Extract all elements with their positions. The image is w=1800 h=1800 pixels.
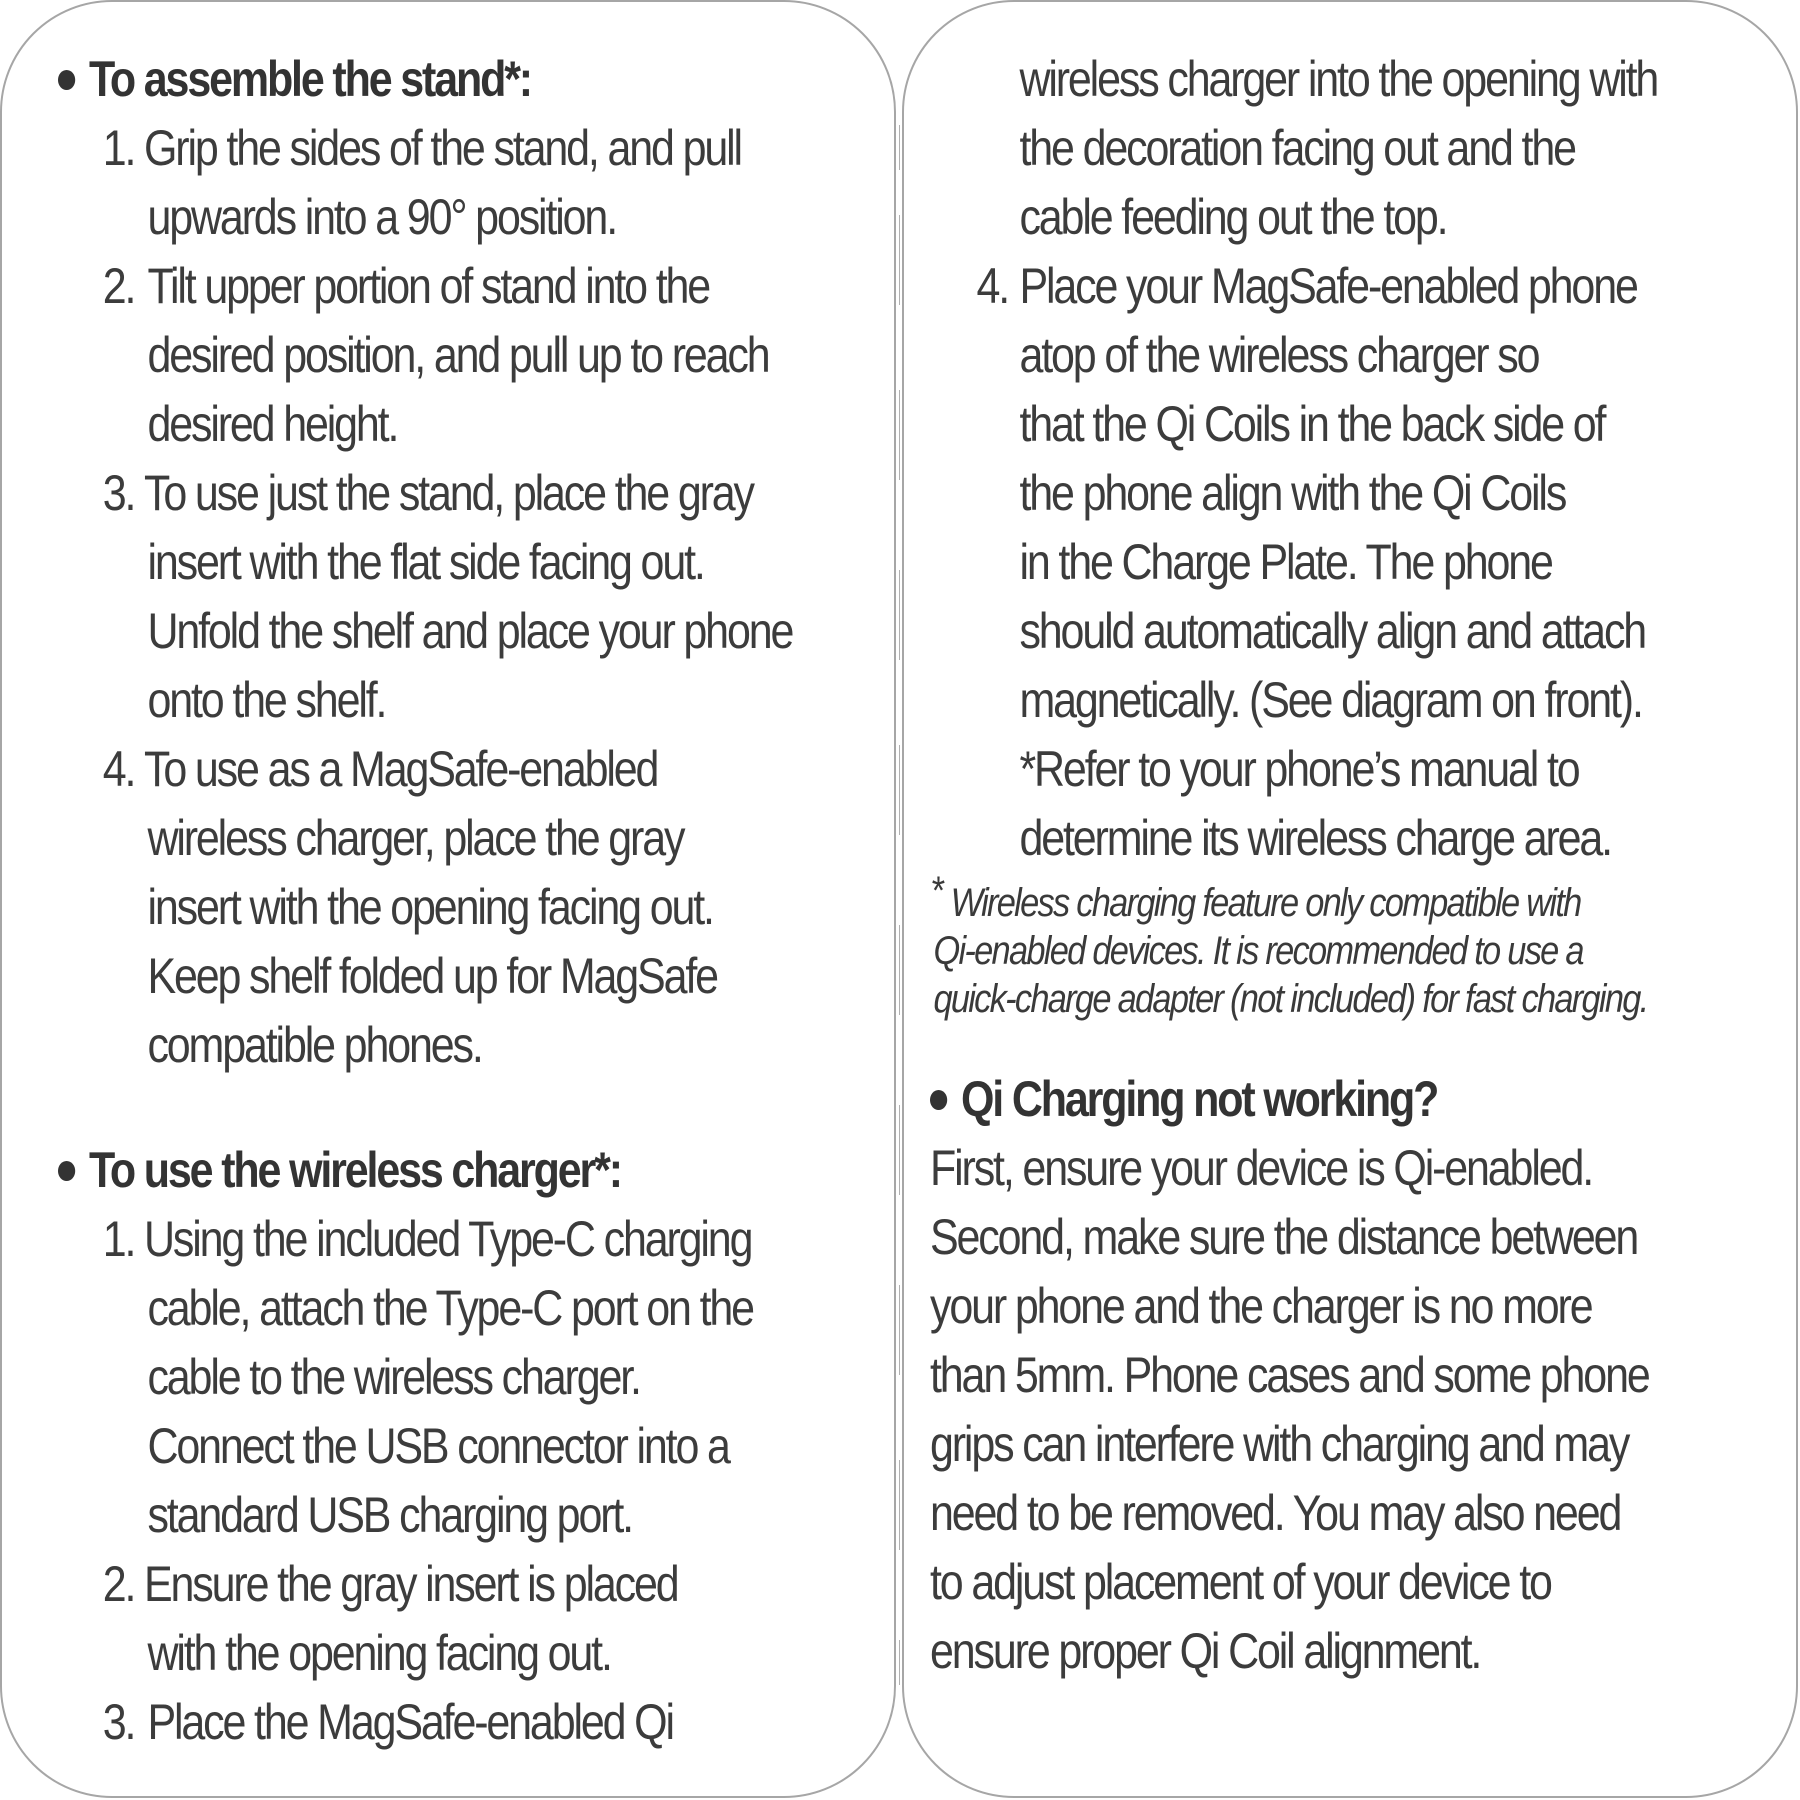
wireless-step-3 bbox=[103, 1688, 772, 1757]
note-asterisk: * bbox=[931, 869, 944, 913]
divider-segment bbox=[899, 1285, 900, 1375]
step-line: in the Charge Plate. The phone bbox=[1019, 534, 1552, 590]
note-line: Qi-enabled devices. It is recommended to use a bbox=[933, 929, 1583, 973]
wireless-heading bbox=[58, 1136, 772, 1205]
assemble-heading-text: To assemble the stand*: bbox=[88, 51, 531, 107]
right-column bbox=[930, 45, 1780, 1686]
assemble-step-3 bbox=[102, 459, 793, 735]
wireless-continued bbox=[930, 45, 1661, 252]
divider-segment bbox=[899, 125, 900, 170]
step-line: desired height. bbox=[147, 396, 398, 452]
divider-segment bbox=[899, 390, 900, 480]
assemble-step-1 bbox=[103, 114, 772, 252]
wireless-step-1 bbox=[103, 1205, 772, 1550]
step-line: that the Qi Coils in the back side of bbox=[1019, 396, 1605, 452]
step-line: Place your MagSafe-enabled phone bbox=[1019, 258, 1637, 314]
assemble-step-4 bbox=[103, 735, 772, 1080]
step-line: wireless charger, place the gray bbox=[147, 810, 684, 866]
step-number: 3. bbox=[102, 465, 135, 521]
step-line: with the opening facing out. bbox=[147, 1625, 611, 1681]
bullet-icon bbox=[58, 1161, 75, 1181]
step-number: 4. bbox=[976, 258, 1009, 314]
step-line: insert with the opening facing out. bbox=[147, 879, 713, 935]
step-number: 2. bbox=[102, 258, 135, 314]
note-line: Wireless charging feature only compatible with bbox=[950, 881, 1581, 925]
step-line: atop of the wireless charger so bbox=[1019, 327, 1539, 383]
assemble-section bbox=[58, 45, 793, 1757]
qi-line: Second, make sure the distance between bbox=[930, 1209, 1638, 1265]
note-line: quick-charge adapter (not included) for fast charging. bbox=[933, 977, 1648, 1021]
step-line: Using the included Type-C charging bbox=[144, 1211, 752, 1267]
step-line: Ensure the gray insert is placed bbox=[144, 1556, 678, 1612]
step-line: onto the shelf. bbox=[147, 672, 386, 728]
step-line: *Refer to your phone’s manual to bbox=[1019, 741, 1579, 797]
assemble-step-2 bbox=[103, 252, 772, 459]
qi-line: to adjust placement of your device to bbox=[930, 1554, 1551, 1610]
left-column bbox=[58, 45, 888, 1757]
step-line: cable to the wireless charger. bbox=[147, 1349, 640, 1405]
qi-line: grips can interfere with charging and may bbox=[930, 1416, 1629, 1472]
divider-segment bbox=[899, 1460, 900, 1550]
compatibility-note bbox=[930, 869, 1661, 1023]
step-line: desired position, and pull up to reach bbox=[147, 327, 769, 383]
step-line: determine its wireless charge area. bbox=[1019, 810, 1611, 866]
step-line: Connect the USB connector into a bbox=[147, 1418, 729, 1474]
qi-line: ensure proper Qi Coil alignment. bbox=[930, 1623, 1481, 1679]
step-line: Place the MagSafe-enabled Qi bbox=[147, 1694, 673, 1750]
qi-line: need to be removed. You may also need bbox=[930, 1485, 1621, 1541]
step-line: Keep shelf folded up for MagSafe bbox=[147, 948, 717, 1004]
bullet-icon bbox=[930, 1090, 947, 1110]
step-line: To use just the stand, place the gray bbox=[144, 465, 753, 521]
qi-line: than 5mm. Phone cases and some phone bbox=[930, 1347, 1649, 1403]
qi-line: your phone and the charger is no more bbox=[930, 1278, 1592, 1334]
qi-section bbox=[930, 1065, 1661, 1686]
divider-segment bbox=[899, 1105, 900, 1195]
divider-segment bbox=[899, 925, 900, 1015]
wireless-heading-text: To use the wireless charger*: bbox=[88, 1142, 621, 1198]
step-number: 2. bbox=[102, 1556, 135, 1612]
step-line: should automatically align and attach bbox=[1019, 603, 1646, 659]
step-line: the decoration facing out and the bbox=[1019, 120, 1575, 176]
qi-heading-text: Qi Charging not working? bbox=[960, 1071, 1438, 1127]
assemble-heading bbox=[58, 45, 772, 114]
step-line: cable feeding out the top. bbox=[1019, 189, 1447, 245]
step-line: wireless charger into the opening with bbox=[1019, 51, 1658, 107]
step-line: Unfold the shelf and place your phone bbox=[147, 603, 793, 659]
wireless-steps bbox=[58, 1205, 772, 1757]
step-number: 3. bbox=[102, 1694, 135, 1750]
step-number: 1. bbox=[102, 1211, 135, 1267]
qi-line: First, ensure your device is Qi-enabled. bbox=[930, 1140, 1593, 1196]
divider-segment bbox=[899, 570, 900, 660]
divider-segment bbox=[899, 215, 900, 305]
step-line: To use as a MagSafe-enabled bbox=[144, 741, 658, 797]
step-line: cable, attach the Type-C port on the bbox=[147, 1280, 753, 1336]
wireless-step-4 bbox=[930, 252, 1661, 873]
step-line: compatible phones. bbox=[147, 1017, 482, 1073]
wireless-step-2 bbox=[103, 1550, 772, 1688]
qi-heading bbox=[930, 1065, 1661, 1134]
divider-segment bbox=[899, 745, 900, 835]
assemble-steps bbox=[58, 114, 793, 1080]
step-line: Grip the sides of the stand, and pull bbox=[144, 120, 741, 176]
step-line: upwards into a 90° position. bbox=[147, 189, 616, 245]
step-line: standard USB charging port. bbox=[147, 1487, 632, 1543]
step-line: magnetically. (See diagram on front). bbox=[1019, 672, 1642, 728]
step-line: insert with the flat side facing out. bbox=[147, 534, 704, 590]
step-line: the phone align with the Qi Coils bbox=[1019, 465, 1566, 521]
divider-segment bbox=[899, 1640, 900, 1685]
step-line: Tilt upper portion of stand into the bbox=[147, 258, 710, 314]
step-number: 4. bbox=[102, 741, 135, 797]
step-number: 1. bbox=[102, 120, 135, 176]
bullet-icon bbox=[58, 70, 75, 90]
